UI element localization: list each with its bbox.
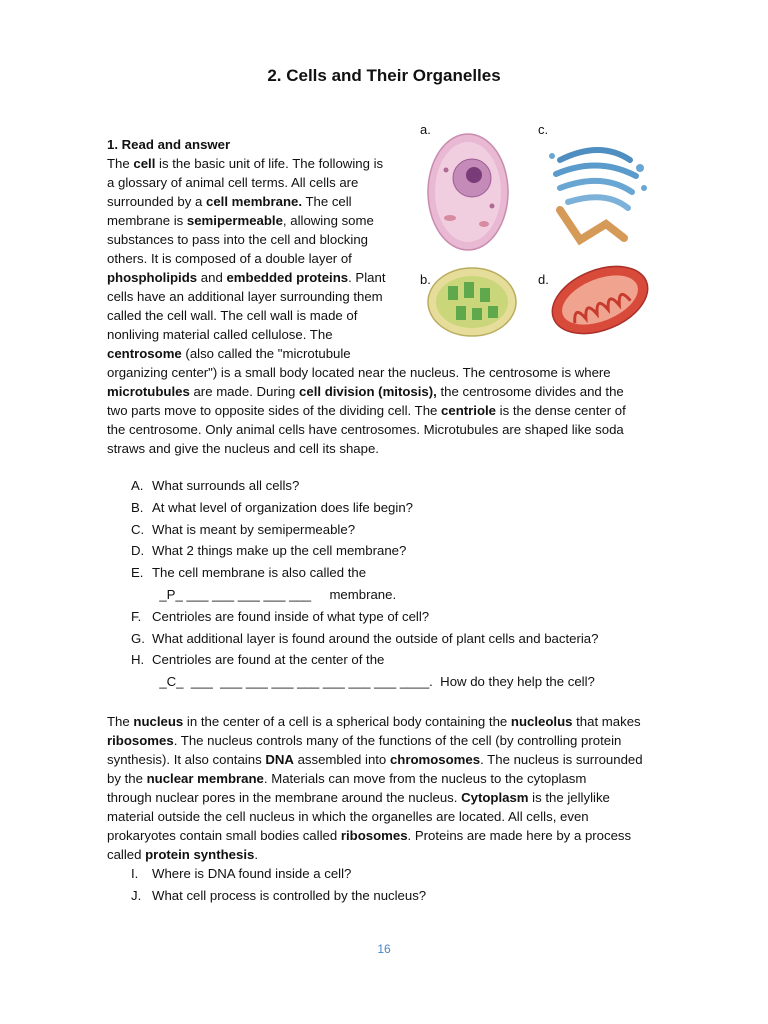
question-text: The cell membrane is also called the	[152, 565, 367, 581]
question-item	[131, 540, 671, 562]
question-text: What cell process is controlled by the nucleus?	[152, 887, 427, 903]
question-text: Centrioles are found inside of what type of cell?	[152, 608, 430, 624]
text-line	[107, 154, 407, 173]
text-run: that makes	[572, 714, 641, 729]
question-item	[131, 475, 671, 497]
bold-term: ribosomes	[340, 828, 408, 843]
question-text: Centrioles are found at the center of the	[152, 652, 385, 668]
bold-term: cell division (mitosis),	[299, 384, 437, 399]
question-text: What additional layer is found around the outside of plant cells and bacteria?	[152, 630, 599, 646]
text-run: . The nucleus is surrounded	[480, 752, 643, 767]
text-line	[107, 750, 667, 769]
bold-term: centrosome	[107, 346, 182, 361]
text-line	[107, 788, 667, 807]
question-text: Where is DNA found inside a cell?	[152, 866, 352, 881]
text-line	[107, 249, 407, 268]
figure-label-c: c.	[538, 122, 549, 137]
text-run: through nuclear pores in the membrane around the nucleus.	[107, 790, 462, 805]
question-item	[131, 649, 671, 671]
question-text: At what level of organization does life begin?	[152, 499, 413, 515]
question-item	[131, 863, 671, 885]
question-item	[131, 562, 671, 584]
text-line	[107, 731, 667, 750]
question-letter: E.	[131, 565, 144, 581]
bold-term: nucleus	[133, 714, 184, 729]
text-line	[107, 712, 667, 731]
bold-term: semipermeable	[186, 213, 283, 228]
bold-term: chromosomes	[389, 752, 481, 767]
bold-term: phospholipids	[107, 270, 198, 285]
question-letter: G.	[131, 630, 145, 646]
text-run: . Proteins are made here by a process	[407, 828, 632, 843]
bold-term: ribosomes	[107, 733, 174, 748]
question-item	[131, 606, 671, 628]
text-line	[107, 268, 407, 287]
text-line	[107, 439, 663, 458]
text-line	[107, 845, 667, 864]
question-letter: J.	[131, 887, 142, 903]
fill-in-blank-line: _C_ ___ ___ ___ ___ ___ ___ ___ ___ ____. How do they help the cell?	[152, 674, 595, 690]
fill-in-blank-line: _P_ ___ ___ ___ ___ ___ membrane.	[152, 586, 397, 602]
figure-label-d: d.	[538, 272, 549, 287]
text-run: a glossary of animal cell terms. All cells are	[107, 175, 359, 190]
text-run: called	[107, 847, 146, 862]
question-text: What is meant by semipermeable?	[152, 521, 356, 537]
text-run: straws and give the nucleus and cell its shape.	[107, 441, 379, 456]
section-1-heading: 1. Read and answer	[107, 137, 231, 152]
text-run: synthesis). It also contains	[107, 752, 266, 767]
text-line	[107, 287, 407, 306]
bold-term: Cytoplasm	[461, 790, 529, 805]
text-line	[107, 192, 407, 211]
text-run: . Plant	[348, 270, 386, 285]
text-run: The cell	[302, 194, 352, 209]
text-line	[107, 325, 407, 344]
text-run: substances to pass into the cell and blocking	[107, 232, 368, 247]
text-line	[107, 401, 663, 420]
text-run: two parts move to opposite sides of the dividing cell. The	[107, 403, 442, 418]
text-run: surrounded by a	[107, 194, 206, 209]
section-2-questions	[131, 863, 671, 907]
question-letter: D.	[131, 543, 145, 559]
text-run: the centrosome divides and the	[436, 384, 624, 399]
text-run: prokaryotes contain small bodies called	[107, 828, 341, 843]
section-1	[107, 135, 667, 458]
bold-term: cell	[133, 156, 156, 171]
section-1-questions	[131, 475, 671, 693]
text-run: are made. During	[189, 384, 300, 399]
text-run: is the basic unit of life. The following is	[155, 156, 384, 171]
question-item	[131, 519, 671, 541]
section-2-paragraph	[107, 712, 667, 864]
bold-term: protein synthesis	[145, 847, 255, 862]
text-run: . Materials can move from the nucleus to the cytoplasm	[263, 771, 587, 786]
section-1-full-paragraph	[107, 363, 663, 458]
question-item	[131, 497, 671, 519]
text-run: organizing center") is a small body located near the nucleus. The centrosome is where	[107, 365, 611, 380]
text-run: called the cell wall. The cell wall is made of	[107, 308, 358, 323]
text-run: nonliving material called cellulose. The	[107, 327, 333, 342]
question-letter: H.	[131, 652, 145, 668]
text-run: membrane is	[107, 213, 187, 228]
question-item	[131, 628, 671, 650]
figure-label-b: b.	[420, 272, 431, 287]
page-number: 16	[377, 942, 391, 956]
text-line	[107, 382, 663, 401]
bold-term: nucleolus	[510, 714, 573, 729]
text-run: others. It is composed of a double layer of	[107, 251, 352, 266]
text-line	[107, 211, 407, 230]
text-run: and	[197, 270, 227, 285]
bold-term: embedded proteins	[226, 270, 349, 285]
section-1-wrapped-paragraph	[107, 154, 407, 363]
text-run: assembled into	[293, 752, 390, 767]
text-run: by the	[107, 771, 147, 786]
text-run: The	[107, 714, 134, 729]
text-run: , allowing some	[282, 213, 374, 228]
text-line	[107, 420, 663, 439]
bold-term: nuclear membrane	[146, 771, 264, 786]
text-line	[107, 363, 663, 382]
text-run: is the dense center of	[496, 403, 626, 418]
text-line	[107, 807, 667, 826]
question-letter: A.	[131, 478, 144, 493]
text-run: material outside the cell nucleus in which the organelles are located. All cells, even	[107, 809, 589, 824]
page-title: 2. Cells and Their Organelles	[267, 66, 501, 85]
bold-term: DNA	[265, 752, 294, 767]
bold-term: centriole	[441, 403, 496, 418]
question-text: What surrounds all cells?	[152, 478, 300, 493]
question-letter: C.	[131, 521, 145, 537]
text-line	[107, 769, 667, 788]
question-letter: B.	[131, 499, 144, 515]
figure-label-a: a.	[420, 122, 431, 137]
text-run: the centrosome. Only animal cells have centrosomes. Microtubules are shaped like soda	[107, 422, 624, 437]
text-run: .	[254, 847, 258, 862]
question-letter: F.	[131, 608, 142, 624]
text-run: The	[107, 156, 134, 171]
text-run: . The nucleus controls many of the functions of the cell (by controlling protein	[173, 733, 622, 748]
text-line	[107, 306, 407, 325]
question-item	[131, 885, 671, 907]
text-run: (also called the "microtubule	[181, 346, 351, 361]
bold-term: microtubules	[107, 384, 190, 399]
question-letter: I.	[131, 866, 139, 881]
text-run: is the jellylike	[528, 790, 610, 805]
text-run: in the center of a cell is a spherical body containing the	[183, 714, 511, 729]
text-line	[107, 230, 407, 249]
text-line	[107, 826, 667, 845]
bold-term: cell membrane.	[205, 194, 303, 209]
text-line	[107, 344, 407, 363]
text-run: cells have an additional layer surrounding them	[107, 289, 383, 304]
question-text: What 2 things make up the cell membrane?	[152, 543, 407, 559]
text-line	[107, 173, 407, 192]
